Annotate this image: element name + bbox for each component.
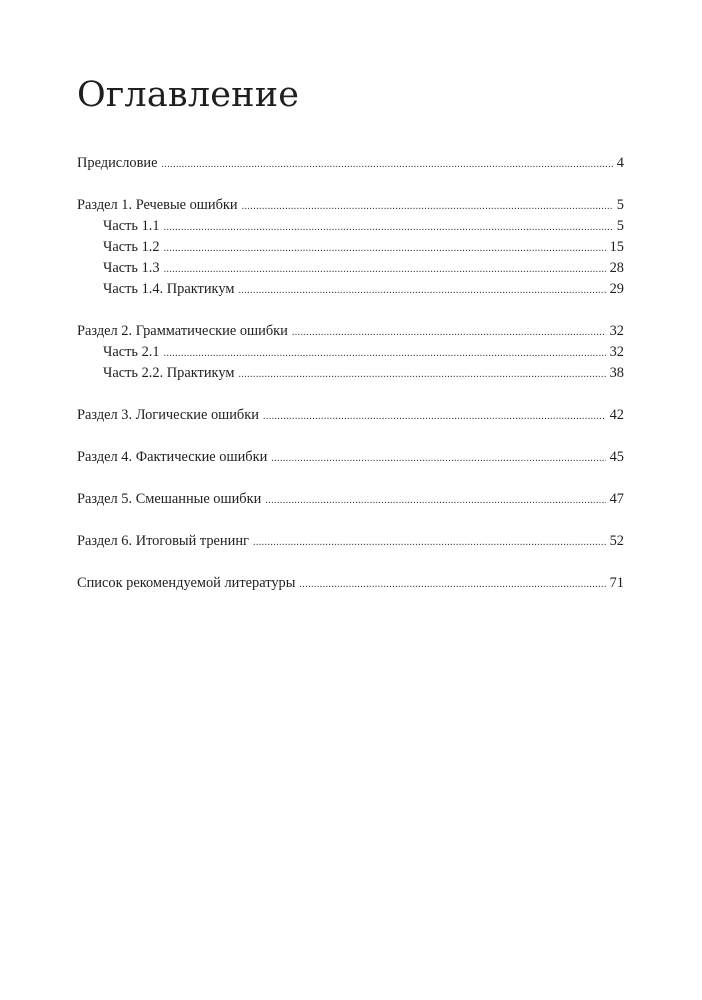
toc-entry-page: 28 <box>609 260 624 276</box>
toc-group <box>77 195 624 300</box>
toc-entry-part-1-4[interactable] <box>77 279 624 300</box>
toc-group <box>77 153 624 174</box>
toc-entry-page: 42 <box>609 407 624 423</box>
toc-entry-title: Список рекомендуемой литературы <box>77 575 296 591</box>
toc-entry-page: 5 <box>616 218 624 234</box>
table-of-contents <box>77 153 624 615</box>
toc-entry-page: 52 <box>609 533 624 549</box>
toc-entry-page: 45 <box>609 449 624 465</box>
dot-leader <box>242 196 613 217</box>
toc-entry-section-6[interactable] <box>77 531 624 552</box>
dot-leader <box>164 259 606 280</box>
toc-entry-title: Предисловие <box>77 155 158 171</box>
toc-entry-title: Часть 2.2. Практикум <box>103 365 235 381</box>
dot-leader <box>265 490 605 511</box>
toc-entry-title: Раздел 5. Смешанные ошибки <box>77 491 262 507</box>
toc-entry-section-4[interactable] <box>77 447 624 468</box>
toc-entry-title: Раздел 4. Фактические ошибки <box>77 449 268 465</box>
toc-entry-title: Раздел 2. Грамматические ошибки <box>77 323 288 339</box>
toc-entry-title: Раздел 3. Логические ошибки <box>77 407 259 423</box>
dot-leader <box>161 154 612 175</box>
dot-leader <box>238 280 605 301</box>
toc-entry-title: Часть 1.2 <box>103 239 160 255</box>
toc-group <box>77 489 624 510</box>
dot-leader <box>164 217 613 238</box>
toc-entry-title: Раздел 1. Речевые ошибки <box>77 197 238 213</box>
toc-entry-bibliography[interactable] <box>77 573 624 594</box>
toc-group <box>77 321 624 384</box>
dot-leader <box>164 343 606 364</box>
dot-leader <box>164 238 606 259</box>
toc-entry-title: Часть 1.4. Практикум <box>103 281 235 297</box>
toc-entry-part-2-1[interactable] <box>77 342 624 363</box>
toc-group <box>77 447 624 468</box>
toc-entry-page: 15 <box>609 239 624 255</box>
toc-entry-title: Часть 1.1 <box>103 218 160 234</box>
toc-group <box>77 573 624 594</box>
toc-entry-page: 5 <box>616 197 624 213</box>
toc-entry-section-2[interactable] <box>77 321 624 342</box>
toc-entry-page: 47 <box>609 491 624 507</box>
toc-entry-title: Раздел 6. Итоговый тренинг <box>77 533 249 549</box>
toc-entry-page: 4 <box>616 155 624 171</box>
dot-leader <box>253 532 606 553</box>
toc-entry-part-2-2[interactable] <box>77 363 624 384</box>
toc-entry-title: Часть 2.1 <box>103 344 160 360</box>
toc-entry-section-1[interactable] <box>77 195 624 216</box>
toc-entry-page: 71 <box>609 575 624 591</box>
dot-leader <box>238 364 605 385</box>
toc-entry-section-3[interactable] <box>77 405 624 426</box>
toc-entry-part-1-2[interactable] <box>77 237 624 258</box>
toc-entry-page: 38 <box>609 365 624 381</box>
toc-entry-preface[interactable] <box>77 153 624 174</box>
toc-entry-part-1-1[interactable] <box>77 216 624 237</box>
toc-entry-page: 32 <box>609 344 624 360</box>
dot-leader <box>299 574 605 595</box>
toc-group <box>77 405 624 426</box>
toc-entry-section-5[interactable] <box>77 489 624 510</box>
dot-leader <box>263 406 606 427</box>
toc-entry-page: 32 <box>609 323 624 339</box>
toc-entry-part-1-3[interactable] <box>77 258 624 279</box>
toc-entry-title: Часть 1.3 <box>103 260 160 276</box>
page-title: Оглавление <box>77 75 300 115</box>
toc-group <box>77 531 624 552</box>
dot-leader <box>292 322 606 343</box>
toc-entry-page: 29 <box>609 281 624 297</box>
dot-leader <box>271 448 605 469</box>
